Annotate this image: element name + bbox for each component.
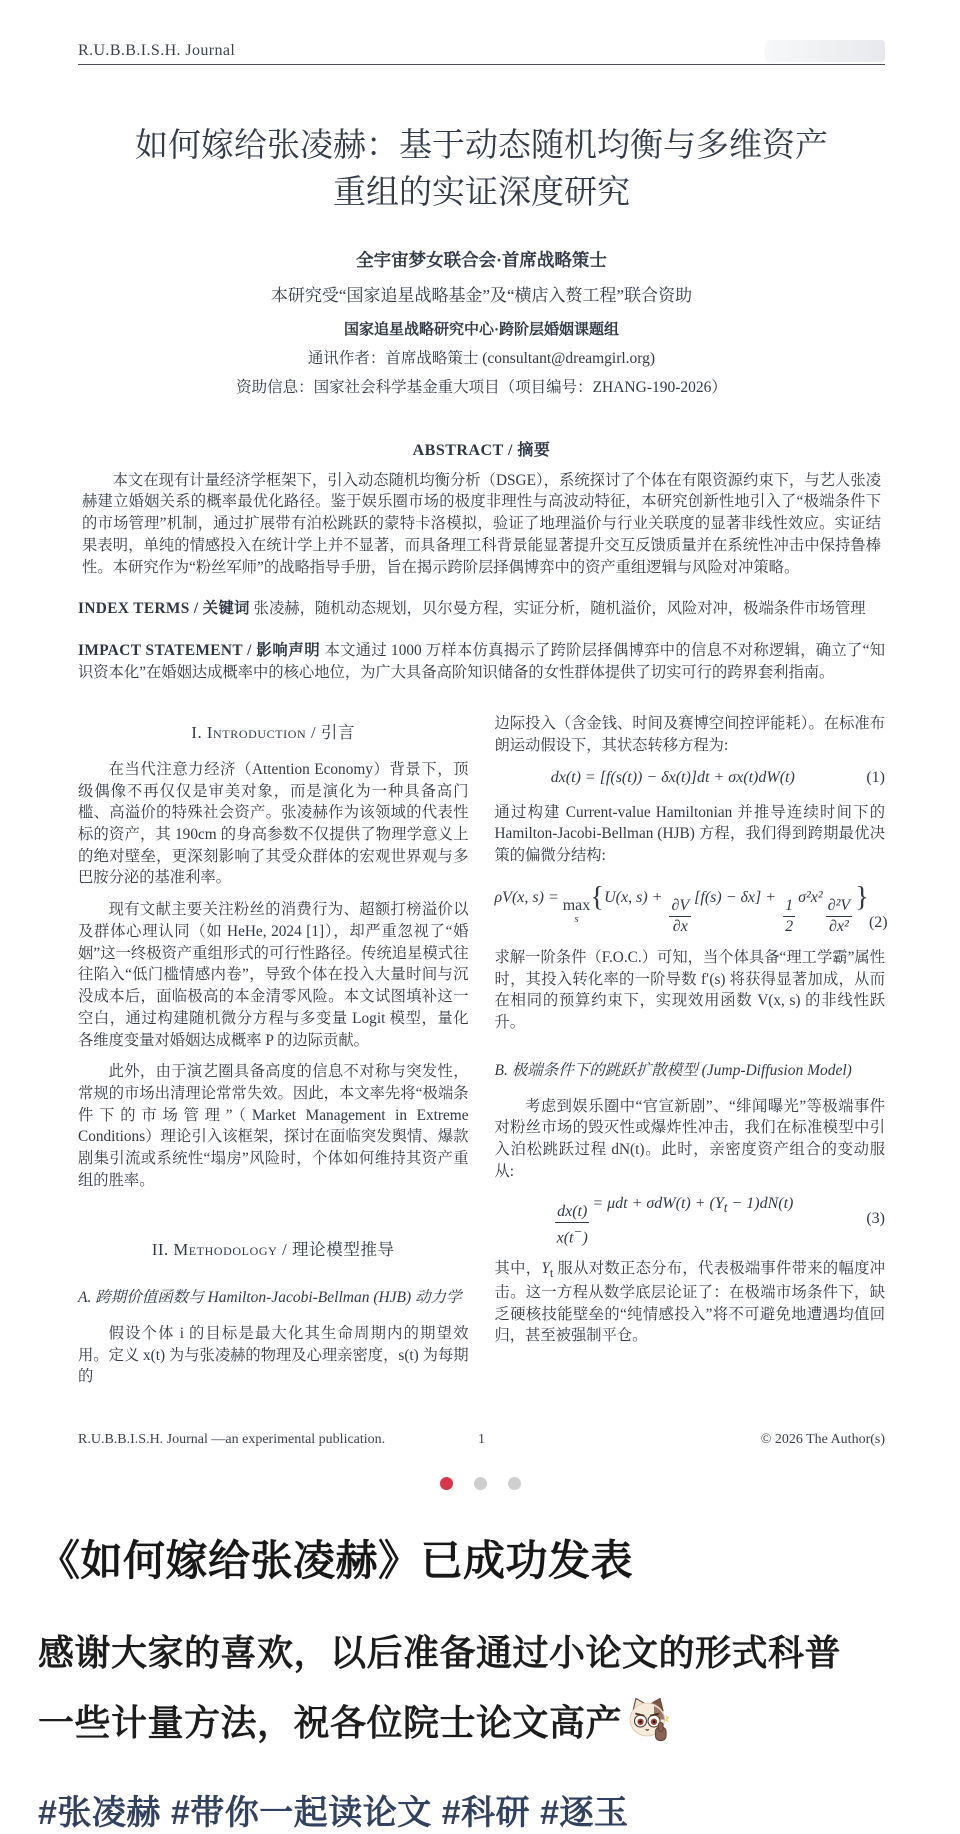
caption-title: 《如何嫁给张凌赫》已成功发表	[38, 1537, 634, 1585]
watermark-smudge	[765, 40, 885, 62]
section-method-heading: II. Methodology / 理论模型推导	[151, 1239, 395, 1259]
paper-title	[88, 123, 875, 217]
abstract-text: 本文在现有计量经济学框架下，引入动态随机均衡分析（DSGE），系统探讨了个体在有限资源约束下，与艺人张凌赫建立婚姻关系的概率最优化路径。鉴于娱乐圈市场的极度非理性与高波动特征，本研究创新性地引入了“极端条件下的市场管理”机制，通过扩展带有泊松跳跃的蒙特卡洛模拟，验证了地理溢价与行业关联度的显著非线性效应。实证结果表明，单纯的情感投入在统计学上并不显著，而具备理工科背景能显著提升交互反馈质量并在系统性冲击中保持鲁棒性。本研究作为“粉丝军师”的战略指导手册，旨在揭示跨阶层择偶博弈中的资产重组逻辑与风险对冲策略。	[82, 471, 881, 576]
journal-name: R.U.B.B.I.S.H. Journal	[78, 42, 236, 59]
author-name: 全宇宙梦女联合会·首席战略策士	[356, 249, 607, 270]
author-block	[78, 247, 885, 397]
paper-title-line2: 重组的实证深度研究	[333, 174, 630, 211]
caption-line-1: 感谢大家的喜欢，以后准备通过小论文的形式科普	[38, 1632, 842, 1674]
equation-1-body: dx(t) = [f(s(t)) − δx(t)]dt + σx(t)dW(t)	[550, 768, 795, 786]
caption-line-2: 一些计量方法，祝各位院士论文高产	[38, 1702, 623, 1744]
index-terms	[78, 598, 885, 620]
equation-2-body: ρV(x, s) = max s {U(x, s) + $\frac{\partial V}{\partial x}$ [f(s) − δx] + $\frac{1}{2}$ σ²x² $\frac{\text{∂²V}}{\text{∂x²}}$ }	[494, 880, 869, 935]
equation-1-number: (1)	[866, 768, 885, 786]
index-terms-text: 张凌赫，随机动态规划，贝尔曼方程，实证分析，随机溢价，风险对冲，极端条件市场管理	[253, 600, 866, 618]
post-caption	[0, 1514, 960, 1833]
affiliation-line: 国家追星战略研究中心·跨阶层婚姻课题组	[343, 321, 619, 338]
paper-footer	[78, 1432, 885, 1448]
carousel-dot[interactable]	[508, 1477, 521, 1490]
funding-line: 本研究受“国家追星战略基金”及“横店入赘工程”联合资助	[270, 285, 693, 305]
abstract-heading: ABSTRACT / 摘要	[412, 441, 551, 459]
right-paragraph-4: 考虑到娱乐圈中“官宣新剧”、“绯闻曝光”等极端事件对粉丝市场的毁灭性或爆炸性冲击，我们在标准模型中引入泊松跳跃过程 dN(t)。此时，亲密度资产组合的变动服从:	[494, 1097, 885, 1180]
intro-paragraph-1: 在当代注意力经济（Attention Economy）背景下，顶级偶像不再仅仅是审美对象，而是演化为一种具备高门槛、高溢价的特殊社会资产。张凌赫作为该领域的代表性标的资产，其 190cm 的身高参数不仅提供了物理学意义上的绝对壁垒，更深刻影响了其受众群体的宏观世界观与多巴胺分泌的基准利率。	[78, 760, 469, 887]
right-paragraph-1: 边际投入（含金钱、时间及赛博空间控评能耗）。在标准布朗运动假设下，其状态转移方程为:	[494, 715, 885, 755]
equation-1	[495, 767, 886, 790]
intro-paragraph-3: 此外，由于演艺圈具备高度的信息不对称与突发性，常规的市场出清理论常常失效。因此，本文率先将“极端条件下的市场管理”（Market Management in Extreme Conditions）理论引入该框架，探讨在面临突发舆情、爆款剧集引流或系统性“塌房”风险时，个体如何维持其资产重组的胜率。	[78, 1063, 469, 1189]
impact-statement-label: IMPACT STATEMENT / 影响声明	[78, 642, 321, 660]
caption-hashtags[interactable]: #张凌赫 #带你一起读论文 #科研 #逐玉	[38, 1793, 629, 1832]
equation-3-body: $\frac{dx(t)}{x(t^-)}$ = $\mu dt + \sigma dW(t) + (Y_t - 1)dN(t)$	[556, 1194, 794, 1246]
intro-paragraph-2: 现有文献主要关注粉丝的消费行为、超额打榜溢价以及群体心理认同（如 HeHe, 2024 [1]），却严重忽视了“婚姻”这一终极资产重组形式的可行性路径。传统追星模式往往陷入“低门槛情感内卷”，导致个体在投入大量时间与沉没成本后，面临极高的本金清零风险。本文试图填补这一空白，通过构建随机微分方程与多变量 Logit 模型，量化各维度变量对婚姻达成概率 P 的边际贡献。	[78, 901, 469, 1049]
carousel-dot[interactable]	[440, 1477, 453, 1490]
grant-info-line: 资助信息：国家社会科学基金重大项目（项目编号：ZHANG-190-2026）	[236, 378, 727, 396]
corresponding-author-line: 通讯作者：首席战略策士 (consultant@dreamgirl.org)	[307, 349, 656, 367]
right-paragraph-3: 求解一阶条件（F.O.C.）可知，当个体具备“理工学霸”属性时，其投入转化率的一阶导数 f′(s) 将获得显著加成，从而在相同的预算约束下，实现效用函数 V(x, s) 的非线性跃升。	[494, 948, 885, 1031]
two-column-body	[78, 713, 888, 1398]
subsection-b-heading: B. 极端条件下的跳跃扩散模型 (Jump-Diffusion Model)	[494, 1061, 852, 1079]
section-intro-heading: I. Introduction / 引言	[191, 723, 356, 743]
footer-page-number: 1	[478, 1432, 485, 1448]
carousel-dot[interactable]	[474, 1477, 487, 1490]
cat-thumbs-up-emoji	[624, 1697, 672, 1768]
equation-3	[495, 1193, 886, 1246]
paper-title-line1: 如何嫁给张凌赫：基于动态随机均衡与多维资产	[135, 128, 828, 164]
equation-2	[495, 877, 886, 935]
footer-copyright: © 2026 The Author(s)	[760, 1432, 885, 1448]
equation-2-number: (2)	[868, 914, 888, 932]
carousel-indicator	[0, 1452, 960, 1514]
method-paragraph-1: 假设个体 i 的目标是最大化其生命周期内的期望效用。定义 x(t) 为与张凌赫的物理及心理亲密度，s(t) 为每期的	[78, 1324, 469, 1386]
impact-statement-text: 本文通过 1000 万样本仿真揭示了跨阶层择偶博弈中的信息不对称逻辑，确立了“知识资本化”在婚姻达成概率中的核心地位，为广大具备高阶知识储备的女性群体提供了切实可行的跨界套利指南。	[78, 642, 885, 681]
subsection-a-heading: A. 跨期价值函数与 Hamilton-Jacobi-Bellman (HJB) 动力学	[78, 1288, 462, 1306]
left-column	[78, 713, 469, 1398]
journal-header	[78, 42, 885, 65]
equation-3-number: (3)	[866, 1209, 885, 1227]
impact-statement	[78, 640, 885, 683]
right-paragraph-5: 其中，$Y_t$ 服从对数正态分布，代表极端事件带来的幅度冲击。这一方程从数学底层论证了：在极端市场条件下，缺乏硬核技能壁垒的“纯情感投入”将不可避免地遭遇均值回归，甚至被强制平仓。	[494, 1259, 885, 1345]
right-column	[495, 713, 886, 1398]
index-terms-label: INDEX TERMS / 关键词	[78, 600, 250, 618]
footer-journal-name: R.U.B.B.I.S.H. Journal —an experimental publication.	[78, 1432, 386, 1448]
caption-body	[38, 1618, 922, 1768]
right-paragraph-2: 通过构建 Current-value Hamiltonian 并推导连续时间下的 Hamilton-Jacobi-Bellman (HJB) 方程，我们得到跨期最优决策的偏微分结构:	[494, 803, 885, 865]
